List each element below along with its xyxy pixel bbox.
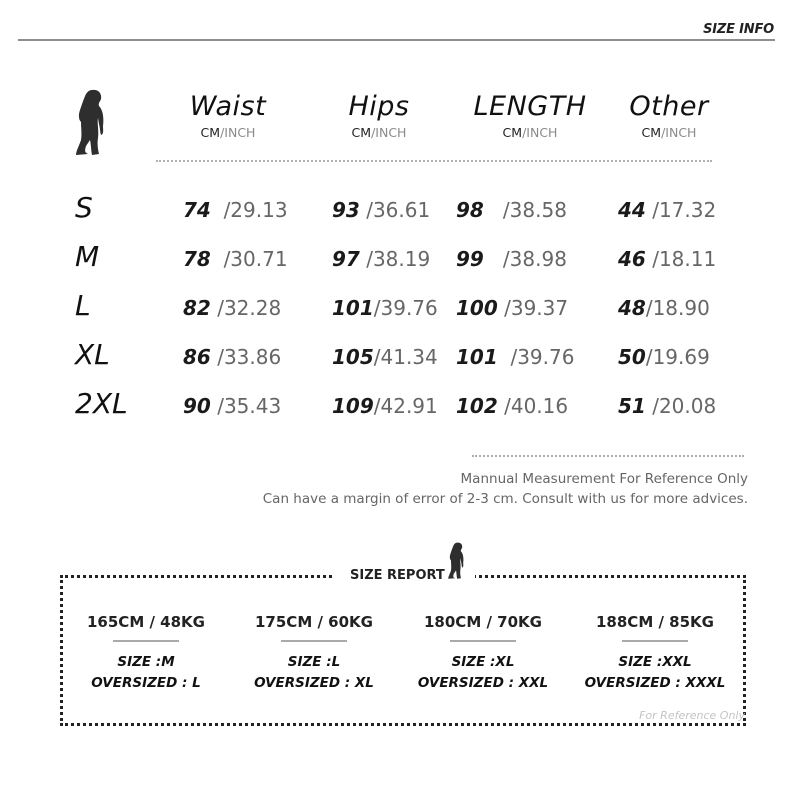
size-label-2xl: 2XL — [75, 387, 128, 420]
page-title: SIZE INFO — [703, 22, 774, 37]
length-cell: 102 /40.16 — [456, 394, 569, 418]
ape-silhouette-icon — [72, 88, 108, 158]
report-oversized: OVERSIZED : XXXL — [584, 675, 726, 691]
size-label-s: S — [75, 191, 93, 224]
size-report-title: SIZE REPORT — [350, 568, 445, 583]
report-underline — [450, 640, 516, 642]
report-size: SIZE :XXL — [618, 654, 692, 670]
length-cell: 101 /39.76 — [456, 345, 575, 369]
other-cell: 46 /18.11 — [618, 247, 717, 271]
waist-cell: 86 /33.86 — [183, 345, 282, 369]
hips-cell: 93 /36.61 — [332, 198, 431, 222]
hips-cell: 101/39.76 — [332, 296, 438, 320]
other-cell: 51 /20.08 — [618, 394, 717, 418]
column-header-waist: Waist CM/INCH — [189, 91, 267, 140]
hips-cell: 109/42.91 — [332, 394, 438, 418]
waist-cell: 78 /30.71 — [183, 247, 288, 271]
margin-error-note: Can have a margin of error of 2-3 cm. Consult with us for more advices. — [262, 491, 748, 507]
measurement-note: Mannual Measurement For Reference Only — [460, 471, 748, 487]
report-size: SIZE :L — [287, 654, 341, 670]
size-label-l: L — [75, 289, 91, 322]
hips-cell: 97 /38.19 — [332, 247, 431, 271]
other-cell: 44 /17.32 — [618, 198, 717, 222]
reference-footnote: For Reference Only — [639, 709, 745, 722]
report-underline — [622, 640, 688, 642]
ape-silhouette-small-icon — [446, 541, 466, 581]
waist-cell: 90 /35.43 — [183, 394, 282, 418]
report-oversized: OVERSIZED : L — [91, 675, 201, 691]
waist-cell: 74 /29.13 — [183, 198, 288, 222]
report-body-measure: 165CM / 48KG — [87, 613, 205, 631]
other-cell: 48/18.90 — [618, 296, 710, 320]
hips-cell: 105/41.34 — [332, 345, 438, 369]
report-body-measure: 180CM / 70KG — [424, 613, 542, 631]
length-cell: 98 /38.58 — [456, 198, 567, 222]
size-label-xl: XL — [75, 338, 110, 371]
length-cell: 99 /38.98 — [456, 247, 567, 271]
report-size: SIZE :M — [117, 654, 175, 670]
report-entry — [61, 612, 231, 694]
report-body-measure: 175CM / 60KG — [255, 613, 373, 631]
report-entry — [570, 612, 740, 694]
other-cell: 50/19.69 — [618, 345, 710, 369]
report-oversized: OVERSIZED : XL — [254, 675, 374, 691]
column-header-length: LENGTH CM/INCH — [473, 91, 587, 140]
size-label-m: M — [75, 240, 100, 273]
notes-dotted-divider — [472, 455, 744, 457]
header-divider — [18, 39, 775, 41]
report-oversized: OVERSIZED : XXL — [417, 675, 549, 691]
column-header-hips: Hips CM/INCH — [348, 91, 410, 140]
length-cell: 100 /39.37 — [456, 296, 569, 320]
report-underline — [281, 640, 347, 642]
report-body-measure: 188CM / 85KG — [596, 613, 714, 631]
column-header-other: Other CM/INCH — [629, 91, 709, 140]
report-entry — [398, 612, 568, 694]
report-underline — [113, 640, 179, 642]
report-entry — [229, 612, 399, 694]
report-size: SIZE :XL — [451, 654, 515, 670]
header-dotted-divider — [156, 160, 712, 162]
waist-cell: 82 /32.28 — [183, 296, 282, 320]
